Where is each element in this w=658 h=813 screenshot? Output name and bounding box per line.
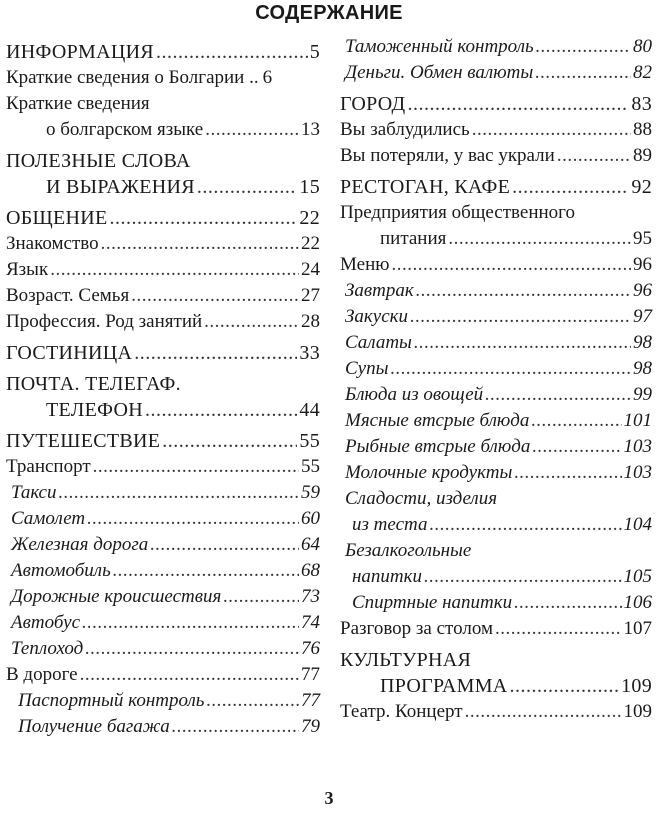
- toc-entry: [340, 512, 652, 538]
- dot-leader: [197, 174, 297, 200]
- toc-entry-label: о болгарском языке: [46, 119, 204, 140]
- toc-entry-label: В дороге: [6, 664, 78, 685]
- dot-leader: [514, 590, 621, 616]
- toc-entry-page: 60: [301, 508, 320, 529]
- toc-entry: [6, 309, 320, 335]
- toc-entry-label: КУЛЬТУРНАЯ: [340, 649, 472, 671]
- dot-leader: [391, 252, 631, 278]
- toc-entry: [340, 143, 652, 169]
- toc-entry-label: ОБЩЕНИЕ: [6, 207, 108, 229]
- toc-entry: [340, 278, 652, 304]
- toc-entry-label: Разговор за столом: [340, 618, 493, 639]
- toc-entry: [340, 34, 652, 60]
- dot-leader: [82, 610, 299, 636]
- toc-entry-page: 82: [633, 62, 652, 83]
- dot-leader: [448, 226, 631, 252]
- toc-entry-page: 89: [633, 145, 652, 166]
- dot-leader: [145, 397, 297, 423]
- toc-entry-label: Предприятия общественного: [340, 202, 575, 223]
- toc-entry-label: Деньги. Обмен валюты: [345, 62, 534, 83]
- toc-entry: [6, 371, 320, 397]
- toc-entry: [340, 434, 652, 460]
- toc-entry: [6, 480, 320, 506]
- toc-entry: [6, 174, 320, 200]
- dot-leader: [557, 143, 631, 169]
- toc-entry: [6, 283, 320, 309]
- dot-leader: [485, 382, 631, 408]
- toc-entry: [6, 39, 320, 65]
- toc-entry-page: 88: [633, 119, 652, 140]
- toc-entry-page: 80: [633, 36, 652, 57]
- dot-leader: [429, 512, 621, 538]
- toc-entry: [340, 538, 652, 564]
- dot-leader: [156, 39, 308, 65]
- toc-entry-page: 95: [633, 228, 652, 249]
- toc-entry: [340, 590, 652, 616]
- toc-entry-page: 28: [301, 311, 320, 332]
- dot-leader: [410, 304, 631, 330]
- toc-entry: [340, 91, 652, 117]
- toc-entry-page: 24: [301, 259, 320, 280]
- toc-entry: [6, 117, 320, 143]
- toc-entry-page: 79: [301, 716, 320, 737]
- toc-entry-label: Язык: [6, 259, 49, 280]
- toc-entry: [6, 340, 320, 366]
- toc-entry-label: РЕСТОГАН, КАФЕ: [340, 176, 511, 198]
- dot-leader: [150, 532, 299, 558]
- toc-entry: [340, 486, 652, 512]
- toc-entry-page: 55: [299, 430, 320, 452]
- dot-leader: [206, 688, 299, 714]
- toc-entry-label: Транспорт: [6, 456, 91, 477]
- page-title: СОДЕРЖАНИЕ: [255, 2, 403, 24]
- toc-entry: [340, 60, 652, 86]
- toc-entry-page: 64: [301, 534, 320, 555]
- toc-entry-label: ГОСТИНИЦА: [6, 342, 133, 364]
- toc-entry-page: 98: [633, 358, 652, 379]
- toc-entry-label: Театр. Концерт: [340, 701, 463, 722]
- toc-entry-label: ТЕЛЕФОН: [46, 399, 143, 421]
- toc-entry: [6, 65, 320, 91]
- toc-entry-label: Безалкогольные: [345, 540, 472, 561]
- toc-column-right: [340, 34, 652, 725]
- toc-entry-page: 99: [633, 384, 652, 405]
- toc-entry-label: Паспортный контроль: [18, 690, 205, 711]
- toc-entry-label: Краткие сведения: [6, 93, 150, 114]
- toc-entry: [6, 205, 320, 231]
- dot-leader: [172, 714, 299, 740]
- dot-leader: [58, 480, 299, 506]
- toc-entry: [340, 616, 652, 642]
- dot-leader: [407, 91, 629, 117]
- toc-entry: [340, 673, 652, 699]
- toc-entry: [340, 174, 652, 200]
- toc-entry-label: Мясные втсрые блюда: [345, 410, 530, 431]
- toc-entry: [6, 558, 320, 584]
- dot-leader: [495, 616, 622, 642]
- toc-entry-page: 73: [301, 586, 320, 607]
- toc-entry-page: 59: [301, 482, 320, 503]
- toc-entry-label: Вы заблудились: [340, 119, 470, 140]
- dot-leader: [131, 283, 299, 309]
- toc-entry-page: 101: [623, 410, 652, 431]
- toc-entry: [340, 356, 652, 382]
- toc-entry-page: 76: [301, 638, 320, 659]
- toc-entry-page: 105: [623, 566, 652, 587]
- toc-entry-label: Получение багажа: [18, 716, 170, 737]
- toc-entry-label: Закуски: [345, 306, 409, 327]
- dot-leader: [87, 506, 299, 532]
- toc-entry-label: Молочные кродукты: [345, 462, 513, 483]
- toc-entry-label: Возраст. Семья: [6, 285, 130, 306]
- toc-entry-page: 109: [621, 675, 652, 697]
- toc-entry-page: 27: [301, 285, 320, 306]
- toc-entry-label: Автобус: [11, 612, 80, 633]
- toc-entry: [340, 460, 652, 486]
- toc-entry-label: Рыбные втсрые блюда: [345, 436, 531, 457]
- dot-leader: [85, 636, 299, 662]
- toc-entry: [340, 330, 652, 356]
- toc-entry-label: Профессия. Род занятий: [6, 311, 203, 332]
- toc-entry-page: 97: [633, 306, 652, 327]
- toc-entry-label: Краткие сведения о Болгарии ..: [6, 67, 259, 88]
- toc-entry: [6, 584, 320, 610]
- toc-entry: [6, 506, 320, 532]
- toc-entry-label: Теплоход: [11, 638, 84, 659]
- dot-leader: [532, 434, 621, 460]
- toc-entry-page: 96: [633, 280, 652, 301]
- toc-entry-label: Таможенный контроль: [345, 36, 534, 57]
- toc-entry-label: Супы: [345, 358, 389, 379]
- toc-entry-page: 22: [301, 233, 320, 254]
- toc-entry-page: 33: [299, 342, 320, 364]
- toc-entry-label: ГОРОД: [340, 93, 406, 115]
- toc-entry-page: 22: [299, 207, 320, 229]
- toc-entry: [6, 688, 320, 714]
- dot-leader: [472, 117, 631, 143]
- dot-leader: [204, 309, 299, 335]
- toc-entry-page: 77: [301, 690, 320, 711]
- dot-leader: [80, 662, 299, 688]
- toc-entry-label: Завтрак: [345, 280, 414, 301]
- toc-column-left: [6, 34, 320, 740]
- dot-leader: [93, 454, 299, 480]
- toc-entry-label: Блюда из овощей: [345, 384, 484, 405]
- toc-entry: [6, 662, 320, 688]
- dot-leader: [134, 340, 297, 366]
- toc-entry: [6, 454, 320, 480]
- toc-entry-page: 83: [631, 93, 652, 115]
- dot-leader: [390, 356, 631, 382]
- toc-entry: [6, 532, 320, 558]
- toc-entry-page: 6: [262, 67, 273, 88]
- toc-entry-page: 98: [633, 332, 652, 353]
- toc-entry-page: 68: [301, 560, 320, 581]
- toc-entry: [6, 397, 320, 423]
- toc-entry-label: Сладости, изделия: [345, 488, 498, 509]
- dot-leader: [535, 60, 631, 86]
- toc-entry-page: 15: [299, 176, 320, 198]
- toc-entry-label: ПРОГРАММА: [380, 675, 508, 697]
- toc-entry: [340, 226, 652, 252]
- toc-entry: [340, 647, 652, 673]
- toc-entry: [340, 408, 652, 434]
- toc-entry: [6, 148, 320, 174]
- toc-entry-page: 103: [623, 436, 652, 457]
- toc-entry-page: 109: [623, 701, 652, 722]
- dot-leader: [510, 673, 620, 699]
- toc-entry: [340, 117, 652, 143]
- toc-entry-label: ИНФОРМАЦИЯ: [6, 41, 154, 63]
- toc-entry-page: 92: [631, 176, 652, 198]
- toc-entry-page: 103: [623, 462, 652, 483]
- dot-leader: [531, 408, 621, 434]
- toc-entry-label: напитки: [352, 566, 423, 587]
- toc-entry-label: ПУТЕШЕСТВИЕ: [6, 430, 161, 452]
- toc-entry-label: Железная дорога: [11, 534, 149, 555]
- toc-entry-page: 5: [309, 41, 320, 63]
- dot-leader: [414, 330, 631, 356]
- dot-leader: [110, 205, 298, 231]
- toc-entry: [6, 91, 320, 117]
- toc-entry: [340, 382, 652, 408]
- toc-entry: [340, 252, 652, 278]
- toc-entry: [6, 428, 320, 454]
- dot-leader: [50, 257, 299, 283]
- toc-entry-label: Меню: [340, 254, 390, 275]
- toc-entry-page: 74: [301, 612, 320, 633]
- dot-leader: [465, 699, 622, 725]
- toc-entry-page: 106: [623, 592, 652, 613]
- toc-entry: [340, 564, 652, 590]
- toc-entry-page: 13: [301, 119, 320, 140]
- toc-entry-page: 107: [623, 618, 652, 639]
- toc-entry-page: 96: [633, 254, 652, 275]
- toc-entry: [340, 200, 652, 226]
- toc-entry: [6, 636, 320, 662]
- toc-entry-label: И ВЫРАЖЕНИЯ: [46, 176, 195, 198]
- toc-entry-page: 104: [623, 514, 652, 535]
- toc-entry: [340, 699, 652, 725]
- toc-entry: [6, 257, 320, 283]
- dot-leader: [205, 117, 299, 143]
- toc-entry-label: Такси: [11, 482, 57, 503]
- toc-entry: [340, 304, 652, 330]
- toc-entry-label: питания: [380, 228, 447, 249]
- dot-leader: [514, 460, 621, 486]
- toc-entry-label: Автомобиль: [11, 560, 111, 581]
- toc-entry-label: Вы потеряли, у вас украли: [340, 145, 555, 166]
- toc-entry-label: Знакомство: [6, 233, 99, 254]
- toc-entry-page: 55: [301, 456, 320, 477]
- dot-leader: [101, 231, 299, 257]
- toc-entry-label: ПОЧТА. ТЕЛЕГАФ.: [6, 373, 181, 395]
- dot-leader: [162, 428, 297, 454]
- toc-entry-label: Самолет: [11, 508, 86, 529]
- toc-entry-label: ПОЛЕЗНЫЕ СЛОВА: [6, 150, 191, 172]
- page-number: 3: [324, 788, 334, 808]
- dot-leader: [416, 278, 631, 304]
- toc-entry-page: 77: [301, 664, 320, 685]
- toc-entry-label: Спиртные напитки: [352, 592, 513, 613]
- dot-leader: [223, 584, 299, 610]
- toc-entry-label: Салаты: [345, 332, 412, 353]
- dot-leader: [512, 174, 629, 200]
- toc-entry-page: 44: [299, 399, 320, 421]
- toc-entry: [6, 231, 320, 257]
- toc-entry-label: из теста: [352, 514, 428, 535]
- toc-entry-label: Дорожные кроисшествия: [11, 586, 222, 607]
- dot-leader: [536, 34, 631, 60]
- toc-entry: [6, 714, 320, 740]
- toc-entry: [6, 610, 320, 636]
- dot-leader: [424, 564, 621, 590]
- dot-leader: [113, 558, 299, 584]
